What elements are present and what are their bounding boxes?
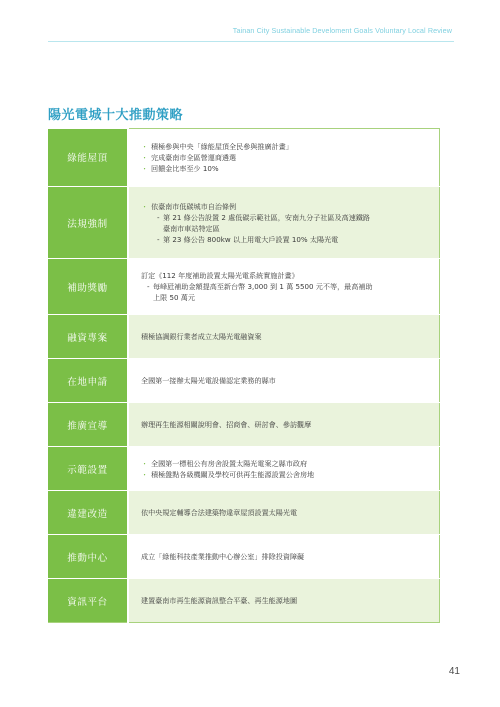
sub-item-continuation: 臺南市車站特定區 [163, 223, 220, 233]
row-category: 在地申請 [48, 359, 128, 403]
list-item: ・ 全國第一標租公有房舍設置太陽光電案之縣市政府 [141, 458, 431, 469]
table-row [48, 129, 440, 187]
table-row [48, 579, 440, 623]
row-category: 違建改造 [48, 491, 128, 535]
table-row [48, 403, 440, 447]
row-content [128, 129, 440, 187]
row-content [128, 259, 440, 315]
table-row [48, 359, 440, 403]
row-content: 辦理再生能源相關說明會、招商會、研討會、參訪觀摩 [128, 403, 440, 447]
table-row [48, 491, 440, 535]
row-content: 依中央規定輔導合法建築物違章屋頂設置太陽光電 [128, 491, 440, 535]
row-category: 補助獎勵 [48, 259, 128, 315]
sub-item-continuation: 上限 50 萬元 [153, 293, 195, 302]
sub-item: - 第 23 條公告 800kw 以上用電大戶設置 10% 太陽光電 [157, 234, 431, 245]
row-category: 法規強制 [48, 187, 128, 259]
list-item: ・ 積極盤點各級機關及學校可供再生能源設置公舍房地 [141, 469, 431, 480]
row-content: 全國第一接辦太陽光電設備認定業務的縣市 [128, 359, 440, 403]
list-item: ・ 積極參與中央「綠能屋頂全民參與推廣計畫」 [141, 141, 431, 152]
sub-item: - 第 21 條公告設置 2 處低碳示範社區，安南九分子社區及高速鐵路 [157, 212, 431, 223]
table-row [48, 259, 440, 315]
row-content [128, 187, 440, 259]
running-header-title: Tainan City Sustainable Develoment Goals Voluntary Local Review [232, 26, 452, 35]
row-content: 積極協調銀行業者成立太陽光電融資案 [128, 315, 440, 359]
row-category: 融資專案 [48, 315, 128, 359]
row-text: 訂定《112 年度補助設置太陽光電系統實施計畫》 [141, 271, 299, 280]
header-divider [48, 41, 454, 42]
list-item: ・ 依臺南市低碳城市自治條例 [141, 201, 431, 212]
table-row [48, 447, 440, 491]
table-row [48, 535, 440, 579]
table-row [48, 315, 440, 359]
list-item: ・ 回饋金比率至少 10% [141, 163, 431, 174]
row-category: 推動中心 [48, 535, 128, 579]
row-category: 綠能屋頂 [48, 129, 128, 187]
row-category: 推廣宣導 [48, 403, 128, 447]
sub-item: - 每峰瓩補助金額提高至新台幣 3,000 到 1 萬 5500 元不等，最高補助 [147, 281, 431, 292]
row-content: 成立「綠能科技產業推動中心辦公室」排除投資障礙 [128, 535, 440, 579]
row-category: 示範設置 [48, 447, 128, 491]
row-content [128, 447, 440, 491]
table-row [48, 187, 440, 259]
strategy-table [48, 128, 440, 623]
section-title: 陽光電城十大推動策略 [48, 108, 184, 123]
row-content: 建置臺南市再生能源資訊整合平臺、再生能源地圖 [128, 579, 440, 623]
list-item: ・ 完成臺南市全區營運商遴選 [141, 152, 431, 163]
row-category: 資訊平台 [48, 579, 128, 623]
page-number: 41 [448, 666, 460, 677]
